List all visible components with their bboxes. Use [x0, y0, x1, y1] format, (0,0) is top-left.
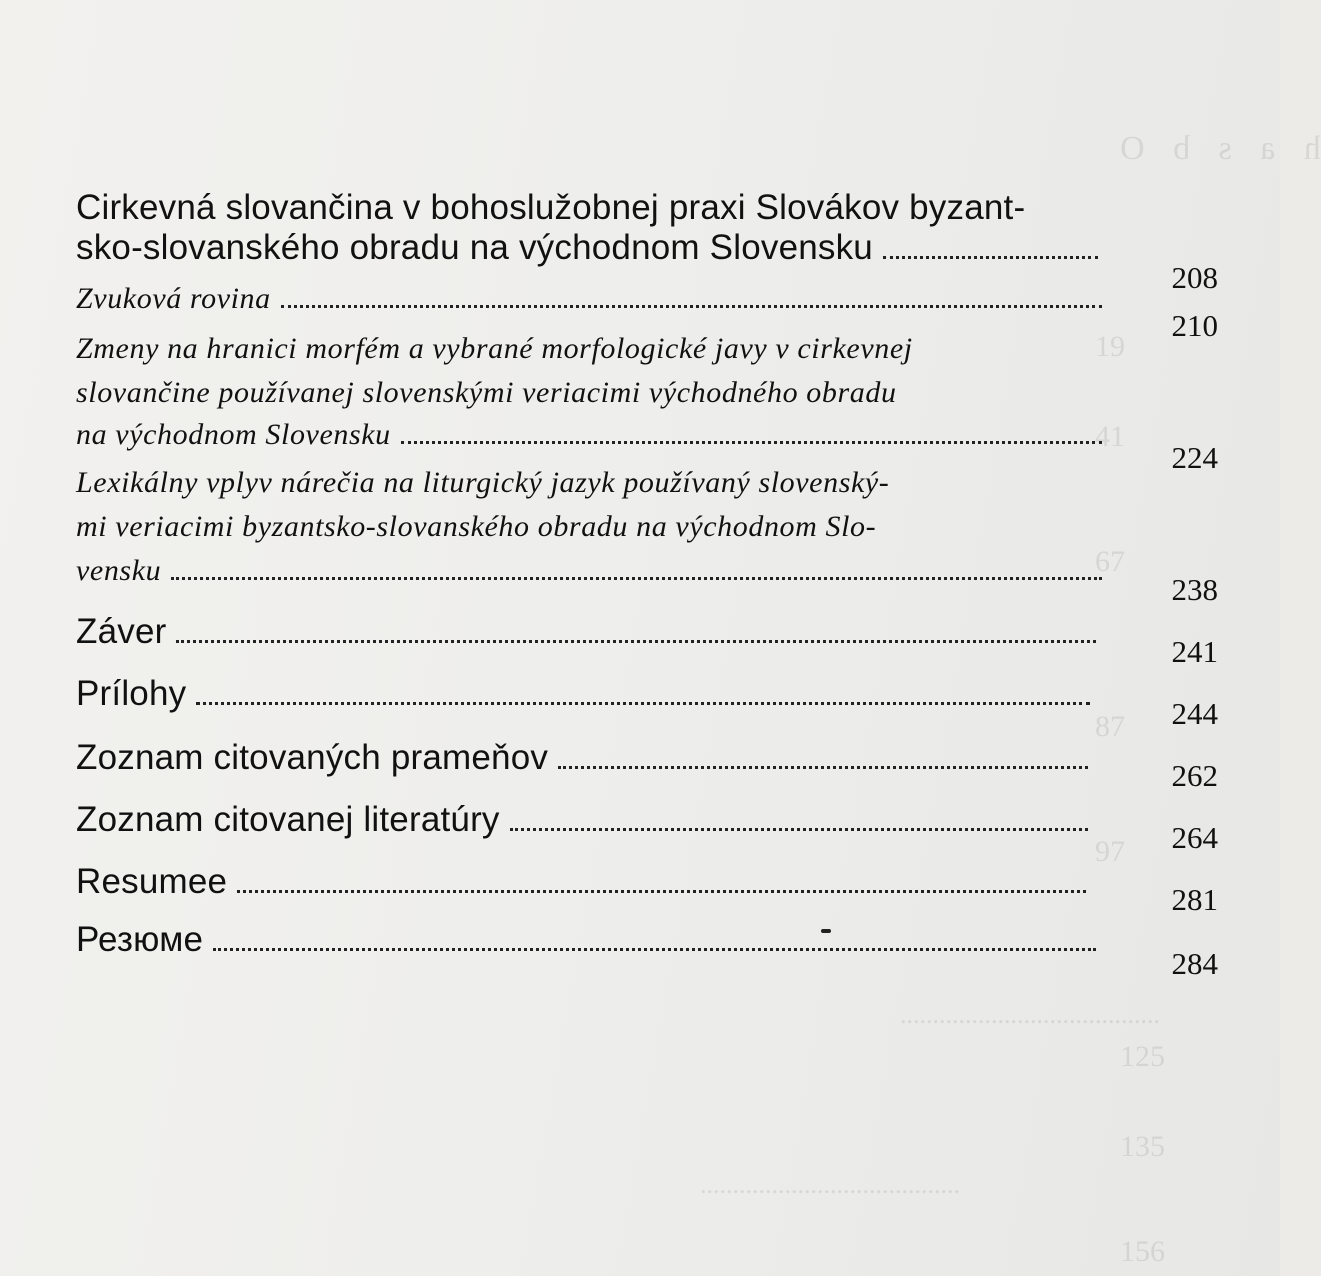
toc-entry-title-line: sko-slovanského obradu na východnom Slovensku [76, 228, 873, 267]
toc-page-number: 238 [1171, 572, 1218, 607]
dot-leader [237, 889, 1086, 893]
toc-entry-title: Záver [76, 612, 167, 651]
toc-entry-title-line: Cirkevná slovančina v bohoslužobnej praxi Slovákov byzant- [76, 188, 1026, 227]
toc-page-number: 281 [1171, 882, 1218, 917]
dot-leader [401, 440, 1102, 444]
dot-leader [213, 947, 1096, 951]
show-through-text: h a s b O 19 41 67 87 97 125 135 156 ........................................ ........................................ [700, 130, 1321, 1268]
toc-entry [76, 740, 1088, 775]
toc-entry-title: Prílohy [76, 674, 187, 713]
toc-subentry-title-line: na východnom Slovensku [76, 418, 391, 451]
toc-entry [76, 864, 1086, 899]
toc-entry [76, 614, 1096, 649]
toc-entry [76, 802, 1088, 837]
toc-entry [76, 676, 1090, 711]
toc-subentry [76, 420, 1102, 450]
toc-page-number: 224 [1171, 440, 1218, 475]
dot-leader [196, 701, 1090, 705]
toc-subentry-title-line: mi veriacimi byzantsko-slovanského obradu na východnom Slo- [76, 510, 877, 543]
toc-entry-title: Резюме [76, 920, 204, 959]
toc-subentry-title-line: slovančine používanej slovenskými veriacimi východného obradu [76, 376, 897, 409]
toc-subentry [76, 284, 1102, 314]
dot-leader [883, 255, 1098, 259]
dot-leader [558, 765, 1088, 769]
toc-subentry-title-line: Zmeny na hranici morfém a vybrané morfologické javy v cirkevnej [76, 332, 913, 365]
toc-page-number: 264 [1171, 820, 1218, 855]
toc-entry-title: Zoznam citovaných prameňov [76, 738, 549, 777]
toc-subentry-title: Zvuková rovina [76, 282, 271, 315]
toc-entry [76, 922, 1096, 957]
toc-page-number: 262 [1171, 758, 1218, 793]
toc-subentry-title-line: Lexikálny vplyv nárečia na liturgický jazyk používaný slovenský- [76, 466, 890, 499]
toc-entry-title: Zoznam citovanej literatúry [76, 800, 500, 839]
toc-subentry [76, 556, 1102, 586]
toc-page-number: 241 [1171, 634, 1218, 669]
toc-page-number: 244 [1171, 696, 1218, 731]
toc-entry-title: Resumee [76, 862, 228, 901]
ink-speck [821, 929, 831, 933]
toc-entry-leader-line [76, 230, 1098, 265]
dot-leader [171, 576, 1102, 580]
dot-leader [281, 304, 1102, 308]
dot-leader [510, 827, 1088, 831]
dot-leader [176, 639, 1096, 643]
toc-page-number: 284 [1171, 946, 1218, 981]
toc-page-number: 208 [1171, 260, 1218, 295]
toc-page-number: 210 [1171, 308, 1218, 343]
toc-subentry-title-line: vensku [76, 554, 162, 587]
